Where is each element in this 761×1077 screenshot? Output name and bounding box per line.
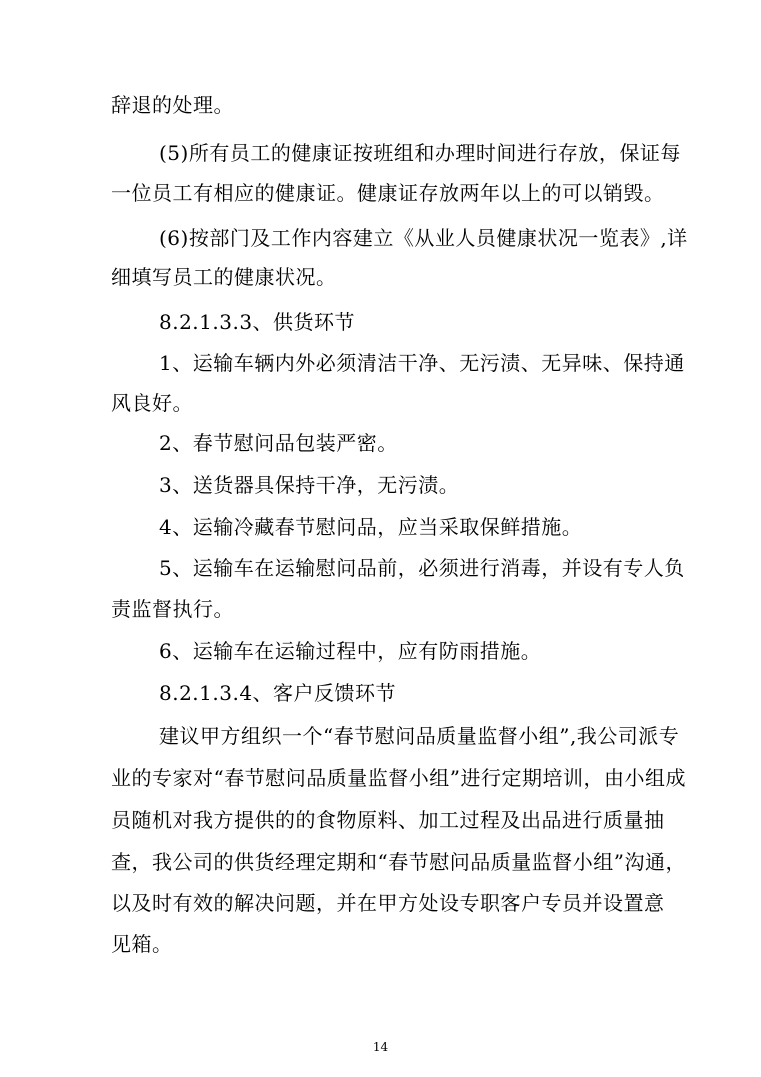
text-line: 5、运输车在运输慰问品前，必须进行消毒，并设有专人负: [159, 556, 685, 580]
text-line: 一位员工有相应的健康证。健康证存放两年以上的可以销毁。: [111, 181, 665, 205]
text-line: 见箱。: [111, 932, 173, 956]
text-line: (6)按部门及工作内容建立《从业人员健康状况一览表》,详: [159, 226, 688, 250]
text-line: 细填写员工的健康状况。: [111, 265, 337, 289]
text-line: 业的专家对“春节慰问品质量监督小组”进行定期培训，由小组成: [111, 766, 686, 790]
page-number: 14: [372, 1040, 389, 1054]
text-line: 风良好。: [111, 391, 193, 415]
text-line: 责监督执行。: [111, 597, 234, 621]
text-line: 3、送货器具保持干净，无污渍。: [159, 473, 460, 497]
text-line: (5)所有员工的健康证按班组和办理时间进行存放，保证每: [159, 141, 681, 165]
text-line: 2、春节慰问品包装严密。: [159, 431, 398, 455]
text-line: 以及时有效的解决问题，并在甲方处设专职客户专员并设置意: [111, 891, 665, 915]
section-heading: 8.2.1.3.3、供货环节: [159, 310, 356, 334]
text-line: 建议甲方组织一个“春节慰问品质量监督小组”,我公司派专: [159, 724, 680, 748]
text-line: 查，我公司的供货经理定期和“春节慰问品质量监督小组”沟通，: [111, 850, 686, 874]
section-heading: 8.2.1.3.4、客户反馈环节: [159, 681, 397, 705]
text-line: 辞退的处理。: [111, 93, 234, 117]
text-line: 1、运输车辆内外必须清洁干净、无污渍、无异味、保持通: [159, 351, 685, 375]
text-line: 4、运输冷藏春节慰问品，应当采取保鲜措施。: [159, 515, 583, 539]
text-line: 6、运输车在运输过程中，应有防雨措施。: [159, 639, 542, 663]
text-line: 员随机对我方提供的的食物原料、加工过程及出品进行质量抽: [111, 808, 665, 832]
